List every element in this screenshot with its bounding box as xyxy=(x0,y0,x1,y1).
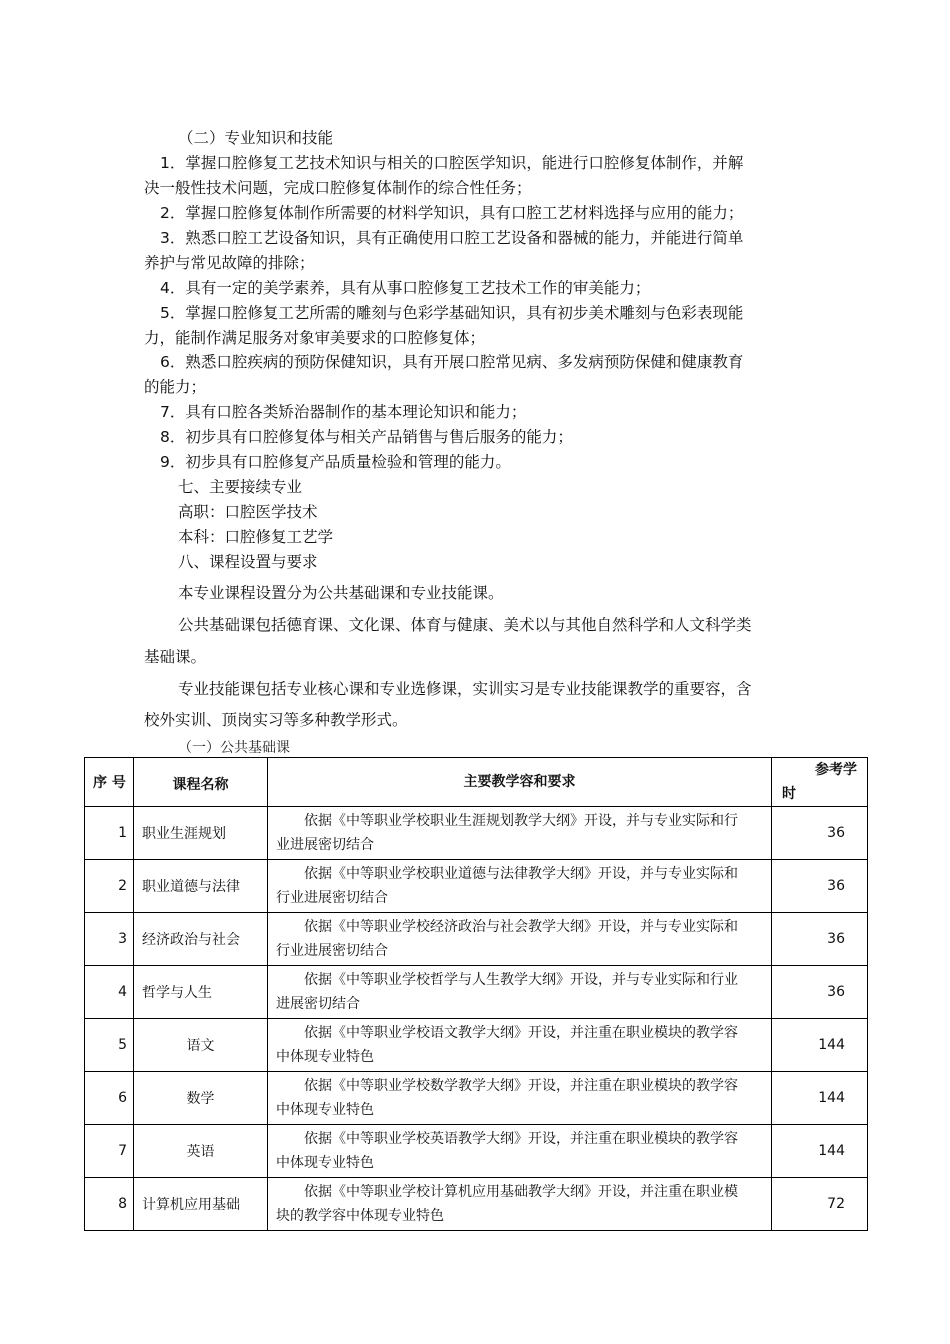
row-description-line-2: 块的教学容中体现专业特色 xyxy=(276,1208,444,1224)
row-hours: 36 xyxy=(772,860,868,913)
row-course-name: 经济政治与社会 xyxy=(134,913,268,966)
row-course-name: 计算机应用基础 xyxy=(134,1178,268,1231)
row-description xyxy=(268,1178,772,1231)
section-heading: （二）专业知识和技能 xyxy=(178,129,334,147)
paragraph-line: 8．初步具有口腔修复体与相关产品销售与售后服务的能力； xyxy=(160,428,573,446)
row-description-line-2: 行业进展密切结合 xyxy=(276,890,388,906)
row-no: 8 xyxy=(85,1178,134,1231)
row-hours: 144 xyxy=(772,1072,868,1125)
row-description-line-2: 进展密切结合 xyxy=(276,996,360,1012)
header-course-name: 课程名称 xyxy=(134,758,268,807)
row-description-line-2: 行业进展密切结合 xyxy=(276,943,388,959)
row-description-line-1: 依据《中等职业学校职业道德与法律教学大纲》开设，并与专业实际和 xyxy=(304,866,738,882)
table-row xyxy=(85,1125,868,1178)
row-course-name: 数学 xyxy=(134,1072,268,1125)
paragraph-line: 1．掌握口腔修复工艺技术知识与相关的口腔医学知识，能进行口腔修复体制作，并解 xyxy=(160,154,744,172)
table-row xyxy=(85,913,868,966)
table-caption: （一）公共基础课 xyxy=(178,740,290,756)
paragraph-line: 公共基础课包括德育课、文化课、体育与健康、美术以与其他自然科学和人文科学类 xyxy=(178,616,752,634)
row-no: 7 xyxy=(85,1125,134,1178)
paragraph-line: 高职：口腔医学技术 xyxy=(178,503,318,521)
table-header-row xyxy=(85,758,868,807)
row-no: 2 xyxy=(85,860,134,913)
row-hours: 72 xyxy=(772,1178,868,1231)
paragraph-line: 校外实训、顶岗实习等多种教学形式。 xyxy=(144,711,408,729)
table-row xyxy=(85,1072,868,1125)
section-heading: 七、主要接续专业 xyxy=(178,478,303,496)
row-no: 6 xyxy=(85,1072,134,1125)
section-heading: 八、课程设置与要求 xyxy=(178,553,318,571)
row-description xyxy=(268,807,772,860)
paragraph-line: 决一般性技术问题，完成口腔修复体制作的综合性任务； xyxy=(144,179,532,197)
row-no: 5 xyxy=(85,1019,134,1072)
paragraph-line: 本科：口腔修复工艺学 xyxy=(178,528,334,546)
paragraph-line: 7．具有口腔各类矫治器制作的基本理论知识和能力； xyxy=(160,403,527,421)
row-description-line-1: 依据《中等职业学校英语教学大纲》开设，并注重在职业模块的教学容 xyxy=(304,1131,738,1147)
paragraph-line: 的能力； xyxy=(144,378,207,396)
table-row xyxy=(85,807,868,860)
paragraph-line: 养护与常见故障的排除； xyxy=(144,254,315,272)
paragraph-line: 4．具有一定的美学素养，具有从事口腔修复工艺技术工作的审美能力； xyxy=(160,279,651,297)
table-row xyxy=(85,860,868,913)
row-description-line-2: 中体现专业特色 xyxy=(276,1155,374,1171)
row-course-name: 哲学与人生 xyxy=(134,966,268,1019)
paragraph-line: 6．熟悉口腔疾病的预防保健知识，具有开展口腔常见病、多发病预防保健和健康教育 xyxy=(160,353,744,371)
row-description-line-1: 依据《中等职业学校数学教学大纲》开设，并注重在职业模块的教学容 xyxy=(304,1078,738,1094)
row-description xyxy=(268,1072,772,1125)
paragraph-line: 5．掌握口腔修复工艺所需的雕刻与色彩学基础知识，具有初步美术雕刻与色彩表现能 xyxy=(160,304,744,322)
header-hours xyxy=(772,758,868,807)
paragraph-line: 2．掌握口腔修复体制作所需要的材料学知识，具有口腔工艺材料选择与应用的能力； xyxy=(160,204,744,222)
table-row xyxy=(85,1019,868,1072)
row-course-name: 语文 xyxy=(134,1019,268,1072)
row-description-line-1: 依据《中等职业学校语文教学大纲》开设，并注重在职业模块的教学容 xyxy=(304,1025,738,1041)
row-description xyxy=(268,1125,772,1178)
row-no: 4 xyxy=(85,966,134,1019)
row-description-line-1: 依据《中等职业学校职业生涯规划教学大纲》开设，并与专业实际和行 xyxy=(304,813,738,829)
paragraph-line: 专业技能课包括专业核心课和专业选修课，实训实习是专业技能课教学的重要容，含 xyxy=(178,680,752,698)
row-no: 1 xyxy=(85,807,134,860)
course-table xyxy=(84,757,868,1231)
row-hours: 36 xyxy=(772,913,868,966)
row-description-line-1: 依据《中等职业学校计算机应用基础教学大纲》开设，并注重在职业模 xyxy=(304,1184,738,1200)
header-hours-line-2: 时 xyxy=(782,786,796,802)
paragraph-line: 9．初步具有口腔修复产品质量检验和管理的能力。 xyxy=(160,453,511,471)
row-description-line-2: 中体现专业特色 xyxy=(276,1102,374,1118)
paragraph-line: 本专业课程设置分为公共基础课和专业技能课。 xyxy=(178,584,504,602)
paragraph-line: 基础课。 xyxy=(144,648,207,666)
paragraph-line: 力，能制作满足服务对象审美要求的口腔修复体； xyxy=(144,329,486,347)
row-description xyxy=(268,966,772,1019)
paragraph-line: 3．熟悉口腔工艺设备知识，具有正确使用口腔工艺设备和器械的能力，并能进行简单 xyxy=(160,229,744,247)
row-course-name: 职业生涯规划 xyxy=(134,807,268,860)
header-hours-line-1: 参考学 xyxy=(815,762,857,778)
row-course-name: 英语 xyxy=(134,1125,268,1178)
row-course-name: 职业道德与法律 xyxy=(134,860,268,913)
row-description-line-2: 业进展密切结合 xyxy=(276,837,374,853)
row-hours: 36 xyxy=(772,807,868,860)
table-row xyxy=(85,966,868,1019)
row-description-line-1: 依据《中等职业学校经济政治与社会教学大纲》开设，并与专业实际和 xyxy=(304,919,738,935)
row-description xyxy=(268,1019,772,1072)
header-description: 主要教学容和要求 xyxy=(268,758,772,807)
row-hours: 144 xyxy=(772,1125,868,1178)
row-hours: 36 xyxy=(772,966,868,1019)
row-description xyxy=(268,913,772,966)
header-no: 序 号 xyxy=(85,758,134,807)
table-row xyxy=(85,1178,868,1231)
row-hours: 144 xyxy=(772,1019,868,1072)
row-description-line-1: 依据《中等职业学校哲学与人生教学大纲》开设，并与专业实际和行业 xyxy=(304,972,738,988)
row-no: 3 xyxy=(85,913,134,966)
row-description-line-2: 中体现专业特色 xyxy=(276,1049,374,1065)
row-description xyxy=(268,860,772,913)
